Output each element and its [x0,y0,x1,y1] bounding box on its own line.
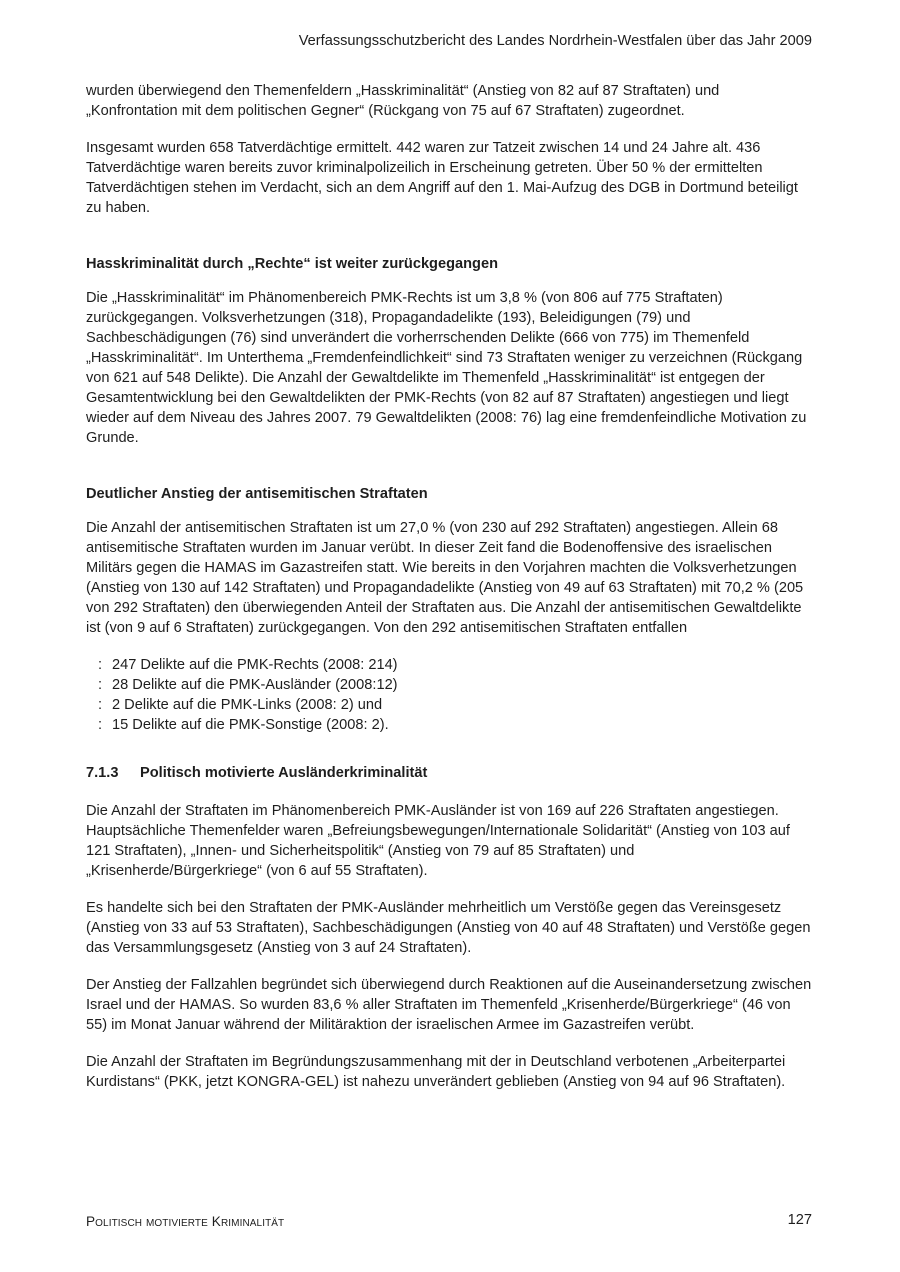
delikte-list [86,655,814,735]
section-heading-7-1-3 [86,763,814,783]
list-item [86,695,814,715]
heading-hasskriminalitaet: Hasskriminalität durch „Rechte“ ist weiter zurückgegangen [86,256,498,272]
list-item [86,655,814,675]
paragraph-auslaender-1: Die Anzahl der Straftaten im Phänomenbereich PMK-Ausländer ist von 169 auf 226 Straftaten angestiegen. Hauptsächliche Themenfelder waren „Befreiungsbewegungen/Internationale Solidarität“ (Anstieg von 103 auf 121 Straftaten), „Innen- und Sicherheitspolitik“ (Anstieg von 79 auf 85 Straftaten) und „Krisenherde/Bürgerkriege“ (von 6 auf 55 Straftaten). [86,803,790,879]
list-item-text: 2 Delikte auf die PMK-Links (2008: 2) und [112,697,383,713]
footer-chapter-text: Politisch motivierte Kriminalität [86,1214,285,1229]
list-marker: : [98,657,103,673]
paragraph-auslaender-2: Es handelte sich bei den Straftaten der PMK-Ausländer mehrheitlich um Verstöße gegen das Vereinsgesetz (Anstieg von 33 auf 53 Straftaten), Sachbeschädigungen (Anstieg von 40 auf 48 Straftaten) und Verstöße gegen das Versammlungsgesetz (Anstieg von 3 auf 24 Straftaten). [86,900,811,956]
paragraph-hasskriminalitaet: Die „Hasskriminalität“ im Phänomenbereich PMK-Rechts ist um 3,8 % (von 806 auf 775 Straftaten) zurückgegangen. Volksverhetzungen (318), Propagandadelikte (193), Beleidigungen (79) und Sachbeschädigungen (76) sind unverändert die vorherrschenden Delikte (666 von 775) im Themenfeld „Hasskriminalität“. Im Unterthema „Fremdenfeindlichkeit“ sind 73 Straftaten weniger zu verzeichnen (Rückgang von 621 auf 548 Delikte). Die Anzahl der Gewaltdelikte im Themenfeld „Hasskriminalität“ ist entgegen der Gesamtentwicklung bei den Gewaltdelikten der PMK-Rechts (von 82 auf 87 Straftaten) angestiegen und liegt wieder auf dem Niveau des Jahres 2007. 79 Gewaltdelikten (2008: 76) lag eine fremdenfeindliche Motivation zu Grunde. [86,290,807,446]
section-title: Politisch motivierte Ausländerkriminalität [140,765,428,781]
list-item [86,675,814,695]
intro-paragraph-1: wurden überwiegend den Themenfeldern „Hasskriminalität“ (Anstieg von 82 auf 87 Straftaten) und „Konfrontation mit dem politischen Gegner“ (Rückgang von 75 auf 67 Straftaten) zugeordnet. [86,83,720,119]
heading-antisemitisch: Deutlicher Anstieg der antisemitischen Straftaten [86,486,428,502]
list-item [86,715,814,735]
paragraph-antisemitisch: Die Anzahl der antisemitischen Straftaten ist um 27,0 % (von 230 auf 292 Straftaten) angestiegen. Allein 68 antisemitische Straftaten wurden im Januar verübt. In dieser Zeit fand die Bodenoffensive des israelischen Militärs gegen die HAMAS im Gazastreifen statt. Wie bereits in den Vorjahren machten die Volksverhetzungen (Anstieg von 130 auf 142 Straftaten) und Propagandadelikte (Anstieg von 49 auf 63 Straftaten) mit 70,2 % (205 von 292 Straftaten) den überwiegenden Anteil der Straftaten aus. Die Anzahl der antisemitischen Gewaltdelikte ist (von 9 auf 6 Straftaten) zurückgegangen. Von den 292 antisemitischen Straftaten entfallen [86,520,804,636]
footer-chapter-title [86,1212,284,1232]
list-marker: : [98,697,103,713]
intro-paragraph-2: Insgesamt wurden 658 Tatverdächtige ermittelt. 442 waren zur Tatzeit zwischen 14 und 24 Jahre alt. 436 Tatverdächtige waren bereits zuvor kriminalpolizeilich in Erscheinung getreten. Über 50 % der ermittelten Tatverdächtigen stehen im Verdacht, sich an dem Angriff auf den 1. Mai-Aufzug des DGB in Dortmund beteiligt zu haben. [86,140,798,216]
running-header: Verfassungsschutzbericht des Landes Nordrhein-Westfalen über das Jahr 2009 [298,33,812,49]
list-item-text: 15 Delikte auf die PMK-Sonstige (2008: 2). [112,717,389,733]
paragraph-auslaender-3: Der Anstieg der Fallzahlen begründet sich überwiegend durch Reaktionen auf die Auseinandersetzung zwischen Israel und der HAMAS. So wurden 83,6 % aller Straftaten im Themenfeld „Krisenherde/Bürgerkriege“ (46 von 55) im Monat Januar während der Militäraktion der israelischen Armee im Gazastreifen verübt. [86,977,812,1033]
list-item-text: 28 Delikte auf die PMK-Ausländer (2008:12) [112,677,398,693]
paragraph-auslaender-4: Die Anzahl der Straftaten im Begründungszusammenhang mit der in Deutschland verbotenen „Arbeiterpartei Kurdistans“ (PKK, jetzt KONGRA-GEL) ist nahezu unverändert geblieben (Anstieg von 94 auf 96 Straftaten). [86,1054,786,1090]
page-number: 127 [787,1212,812,1228]
list-item-text: 247 Delikte auf die PMK-Rechts (2008: 214) [112,657,398,673]
page-body [86,81,814,1109]
section-number: 7.1.3 [86,765,119,781]
list-marker: : [98,677,103,693]
list-marker: : [98,717,103,733]
